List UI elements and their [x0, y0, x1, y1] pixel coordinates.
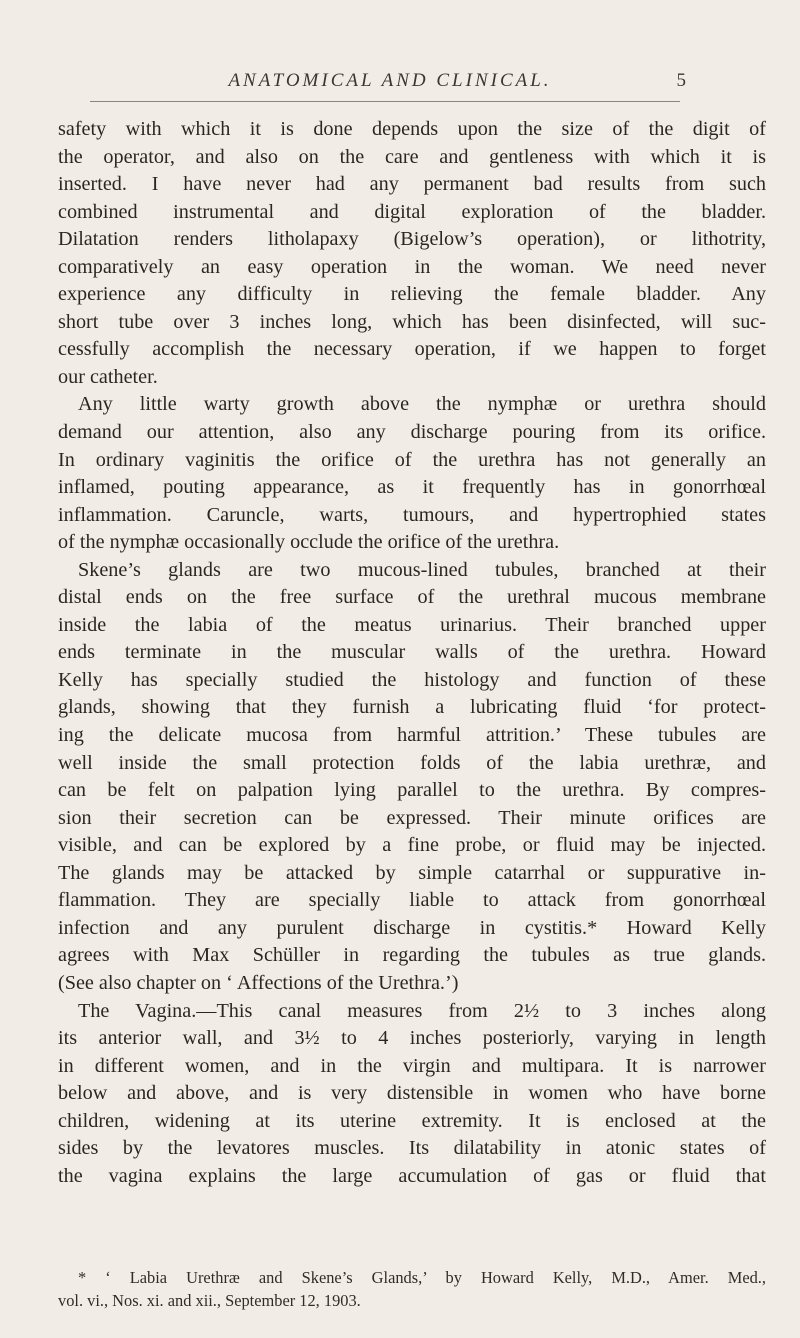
text-line: demand our attention, also any discharge pouring from its orifice. — [58, 421, 766, 444]
running-title: ANATOMICAL AND CLINICAL. — [228, 70, 552, 91]
text-line: Dilatation renders litholapaxy (Bigelow’s operation), or lithotrity, — [58, 228, 766, 251]
text-line: below and above, and is very distensible in women who have borne — [58, 1082, 766, 1105]
section-heading-line: The Vagina.—This canal measures from 2½ to 3 inches along — [78, 999, 766, 1022]
text-line: well inside the small protection folds of the labia urethræ, and — [58, 751, 766, 774]
text-line: combined instrumental and digital exploration of the bladder. — [58, 200, 766, 223]
text-line: In ordinary vaginitis the orifice of the urethra has not generally an — [58, 448, 766, 471]
text-line: flammation. They are specially liable to attack from gonorrhœal — [58, 889, 766, 912]
text-line: ing the delicate mucosa from harmful attrition.’ These tubules are — [58, 724, 766, 747]
text-line: the operator, and also on the care and gentleness with which it is — [58, 145, 766, 168]
footnote-line: * ‘ Labia Urethræ and Skene’s Glands,’ by Howard Kelly, M.D., Amer. Med., — [78, 1268, 766, 1287]
text-line: The glands may be attacked by simple catarrhal or suppurative in- — [58, 861, 766, 884]
footnote-line: vol. vi., Nos. xi. and xii., September 12, 1903. — [58, 1291, 361, 1310]
paragraph-start: Skene’s glands are two mucous-lined tubules, branched at their — [78, 558, 766, 581]
text-line: of the nymphæ occasionally occlude the orifice of the urethra. — [58, 531, 560, 554]
paragraph-start: Any little warty growth above the nymphæ or urethra should — [78, 393, 766, 416]
text-line: inside the labia of the meatus urinarius. Their branched upper — [58, 613, 766, 636]
text-line: our catheter. — [58, 365, 158, 388]
text-line: infection and any purulent discharge in cystitis.* Howard Kelly — [58, 916, 766, 939]
running-head — [90, 70, 690, 104]
text-line: Kelly has specially studied the histology and function of these — [58, 668, 766, 691]
body-text — [58, 116, 766, 1190]
text-line: inflamed, pouting appearance, as it frequently has in gonorrhœal — [58, 476, 766, 499]
text-line: ends terminate in the muscular walls of the urethra. Howard — [58, 641, 766, 664]
text-line: inflammation. Caruncle, warts, tumours, and hypertrophied states — [58, 503, 766, 526]
text-line: can be felt on palpation lying parallel to the urethra. By compres- — [58, 779, 766, 802]
text-line: inserted. I have never had any permanent bad results from such — [58, 173, 766, 196]
footnote — [58, 1266, 766, 1312]
text-line: experience any difficulty in relieving the female bladder. Any — [58, 283, 766, 306]
text-line: distal ends on the free surface of the urethral mucous membrane — [58, 586, 766, 609]
header-rule — [90, 101, 680, 102]
text-line: the vagina explains the large accumulation of gas or fluid that — [58, 1164, 766, 1187]
text-line: glands, showing that they furnish a lubricating fluid ‘for protect- — [58, 696, 766, 719]
text-line: comparatively an easy operation in the woman. We need never — [58, 255, 766, 278]
text-line: children, widening at its uterine extremity. It is enclosed at the — [58, 1109, 766, 1132]
text-line: its anterior wall, and 3½ to 4 inches posteriorly, varying in length — [58, 1027, 766, 1050]
text-line: sion their secretion can be expressed. Their minute orifices are — [58, 806, 766, 829]
text-line: sides by the levatores muscles. Its dilatability in atonic states of — [58, 1137, 766, 1160]
text-line: (See also chapter on ‘ Affections of the Urethra.’) — [58, 971, 459, 994]
text-line: in different women, and in the virgin and multipara. It is narrower — [58, 1054, 766, 1077]
text-line: cessfully accomplish the necessary operation, if we happen to forget — [58, 338, 766, 361]
text-line: visible, and can be explored by a fine probe, or fluid may be injected. — [58, 834, 766, 857]
text-line: agrees with Max Schüller in regarding the tubules as true glands. — [58, 944, 766, 967]
page-number: 5 — [676, 70, 686, 91]
text-line: short tube over 3 inches long, which has been disinfected, will suc- — [58, 310, 766, 333]
text-line: safety with which it is done depends upon the size of the digit of — [58, 118, 766, 140]
